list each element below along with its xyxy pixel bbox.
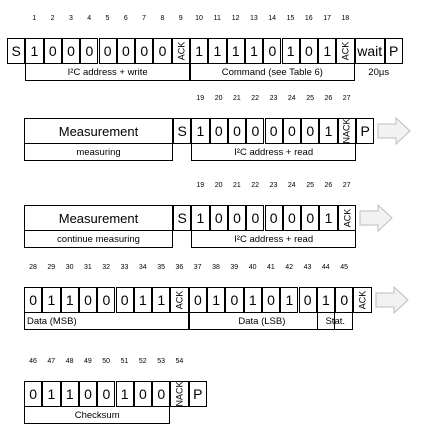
bit-cell: 0 — [134, 381, 152, 407]
continue-arrow — [377, 117, 411, 145]
bit-number: 39 — [230, 264, 239, 271]
bit-number: 5 — [105, 15, 110, 22]
bit-number: 35 — [157, 264, 165, 271]
bit-cell: 1 — [61, 287, 79, 313]
bit-cell: 1 — [245, 38, 263, 64]
bit-number: 22 — [251, 95, 260, 102]
bit-number: 24 — [287, 182, 296, 189]
bit-number: 48 — [65, 358, 74, 365]
bit-number: 29 — [47, 264, 56, 271]
bit-cell: 0 — [210, 118, 228, 144]
bit-cell: 0 — [79, 287, 97, 313]
bit-number: 14 — [268, 15, 277, 22]
ack-cell — [172, 38, 190, 64]
bit-number: 28 — [29, 264, 37, 271]
bit-number: 8 — [160, 15, 165, 22]
ack-cell-text: ACK — [341, 208, 352, 228]
label-status: measuring — [24, 144, 173, 161]
bit-cell: 0 — [189, 287, 207, 313]
bit-number: 25 — [306, 95, 314, 102]
ack-cell-text: ACK — [174, 290, 185, 310]
bit-cell: 0 — [301, 205, 319, 231]
bit-number: 32 — [102, 264, 111, 271]
bit-number: 23 — [269, 182, 278, 189]
bit-number: 41 — [266, 264, 275, 271]
bit-cell: 0 — [117, 38, 135, 64]
bit-cell: 1 — [244, 287, 262, 313]
bit-number: 13 — [249, 15, 258, 22]
bit-cell: 1 — [42, 287, 60, 313]
ack-cell — [170, 381, 188, 407]
ack-cell-text: ACK — [340, 41, 351, 61]
bit-cell: P — [356, 118, 374, 144]
ack-cell — [170, 287, 188, 313]
bit-cell: 1 — [116, 381, 134, 407]
label-checksum: Checksum — [24, 407, 170, 424]
bit-number: 36 — [175, 264, 184, 271]
bit-cell: 1 — [61, 381, 79, 407]
bit-cell: 0 — [300, 38, 318, 64]
bit-number: 54 — [175, 358, 184, 365]
bit-cell: S — [173, 205, 191, 231]
bit-number: 47 — [47, 358, 56, 365]
bit-cell: S — [7, 38, 25, 64]
bit-number: 27 — [342, 95, 351, 102]
bit-cell: 1 — [190, 38, 208, 64]
bit-number: 44 — [321, 264, 330, 271]
bit-number: 30 — [65, 264, 74, 271]
ack-cell-text: ACK — [175, 41, 186, 61]
bit-cell: 0 — [24, 381, 42, 407]
bit-cell: 0 — [301, 118, 319, 144]
bit-number: 27 — [342, 182, 351, 189]
bit-number: 16 — [304, 15, 313, 22]
bit-number: 10 — [195, 15, 203, 22]
ack-cell — [353, 287, 371, 313]
continue-arrow-shape — [378, 118, 410, 144]
bit-number: 17 — [323, 15, 331, 22]
bit-cell: S — [173, 118, 191, 144]
ack-cell — [338, 205, 356, 231]
bit-number: 1 — [32, 15, 37, 22]
label-address-read: I²C address + read — [191, 144, 356, 161]
label-data-lsb: Data (LSB) — [189, 313, 335, 330]
bit-cell: 1 — [317, 287, 335, 313]
bit-number: 33 — [120, 264, 129, 271]
bit-cell: 0 — [99, 38, 117, 64]
bit-number: 15 — [286, 15, 295, 22]
bit-number: 7 — [142, 15, 147, 22]
bit-cell: 0 — [116, 287, 134, 313]
continue-arrow-shape — [360, 205, 392, 231]
bit-cell: 0 — [153, 38, 171, 64]
bit-cell: 0 — [24, 287, 42, 313]
bit-number: 26 — [324, 182, 333, 189]
measurement-box: Measurement — [24, 118, 173, 144]
bit-cell: 0 — [246, 205, 264, 231]
bit-number: 38 — [212, 264, 220, 271]
bit-number: 20 — [214, 95, 223, 102]
bit-cell: 0 — [265, 205, 283, 231]
bit-number: 23 — [269, 95, 278, 102]
bit-number: 49 — [83, 358, 92, 365]
bit-cell: 0 — [246, 118, 264, 144]
bit-cell: 0 — [228, 205, 246, 231]
ack-cell-text: ACK — [357, 290, 368, 310]
bit-number: 34 — [138, 264, 147, 271]
ack-cell — [338, 118, 356, 144]
bit-cell: 0 — [210, 205, 228, 231]
bit-cell: 0 — [263, 38, 281, 64]
bit-number: 2 — [50, 15, 55, 22]
bit-cell: 0 — [283, 205, 301, 231]
bit-cell: 0 — [62, 38, 80, 64]
bit-number: 25 — [306, 182, 314, 189]
bit-cell: 1 — [319, 118, 337, 144]
bit-number: 52 — [138, 358, 147, 365]
bit-cell: 0 — [228, 118, 246, 144]
ack-cell-text: NACK — [341, 118, 352, 144]
bit-cell: 0 — [97, 287, 115, 313]
label-status-bits: Stat. — [317, 313, 353, 330]
ack-cell-text: NACK — [174, 381, 185, 407]
bit-number: 6 — [123, 15, 128, 22]
bit-cell: 1 — [282, 38, 300, 64]
bit-number: 40 — [248, 264, 257, 271]
bit-cell: 0 — [152, 381, 170, 407]
bit-number: 4 — [87, 15, 92, 22]
bit-cell: 1 — [208, 38, 226, 64]
bit-number: 50 — [102, 358, 111, 365]
bit-number: 12 — [231, 15, 240, 22]
bit-cell: 0 — [135, 38, 153, 64]
bit-number: 45 — [340, 264, 348, 271]
bit-number: 20 — [214, 182, 223, 189]
bit-cell: 0 — [97, 381, 115, 407]
bit-cell: 1 — [134, 287, 152, 313]
bit-number: 53 — [157, 358, 165, 365]
bit-number: 3 — [68, 15, 73, 22]
bit-number: 37 — [193, 264, 202, 271]
label-data-msb: Data (MSB) — [24, 313, 189, 330]
bit-cell: 1 — [318, 38, 336, 64]
label-command: Command (see Table 6) — [190, 64, 355, 81]
bit-cell: 0 — [335, 287, 353, 313]
bit-number: 21 — [232, 95, 241, 102]
label-20us: 20µs — [368, 67, 390, 78]
bit-cell: 0 — [80, 38, 98, 64]
bit-number: 31 — [83, 264, 92, 271]
bit-number: 11 — [213, 15, 221, 22]
bit-cell: P — [189, 381, 207, 407]
wait-cell: wait — [355, 38, 385, 64]
bit-number: 21 — [232, 182, 241, 189]
ack-cell — [336, 38, 354, 64]
continue-arrow — [359, 204, 393, 232]
bit-number: 26 — [324, 95, 333, 102]
bit-number: 43 — [303, 264, 312, 271]
bit-cell: 1 — [227, 38, 245, 64]
label-status: continue measuring — [24, 231, 173, 248]
bit-number: 22 — [251, 182, 260, 189]
bit-cell: P — [385, 38, 403, 64]
bit-cell: 1 — [319, 205, 337, 231]
bit-cell: 1 — [191, 205, 209, 231]
bit-cell: 1 — [207, 287, 225, 313]
label-address-read: I²C address + read — [191, 231, 356, 248]
bit-number: 18 — [341, 15, 350, 22]
measurement-box: Measurement — [24, 205, 173, 231]
bit-number: 24 — [287, 95, 296, 102]
bit-number: 42 — [285, 264, 294, 271]
bit-number: 19 — [196, 95, 205, 102]
bit-cell: 1 — [152, 287, 170, 313]
continue-arrow-shape — [376, 287, 408, 313]
bit-cell: 1 — [42, 381, 60, 407]
bit-cell: 1 — [191, 118, 209, 144]
bit-number: 51 — [120, 358, 129, 365]
bit-cell: 1 — [280, 287, 298, 313]
continue-arrow — [375, 286, 409, 314]
bit-cell: 1 — [25, 38, 43, 64]
bit-cell: 0 — [262, 287, 280, 313]
bit-number: 19 — [196, 182, 205, 189]
bit-cell: 0 — [299, 287, 317, 313]
bit-cell: 0 — [79, 381, 97, 407]
bit-cell: 0 — [225, 287, 243, 313]
bit-number: 9 — [178, 15, 183, 22]
bit-number: 46 — [29, 358, 37, 365]
bit-cell: 0 — [265, 118, 283, 144]
bit-cell: 0 — [283, 118, 301, 144]
bit-cell: 0 — [44, 38, 62, 64]
label-address-write: I²C address + write — [25, 64, 190, 81]
